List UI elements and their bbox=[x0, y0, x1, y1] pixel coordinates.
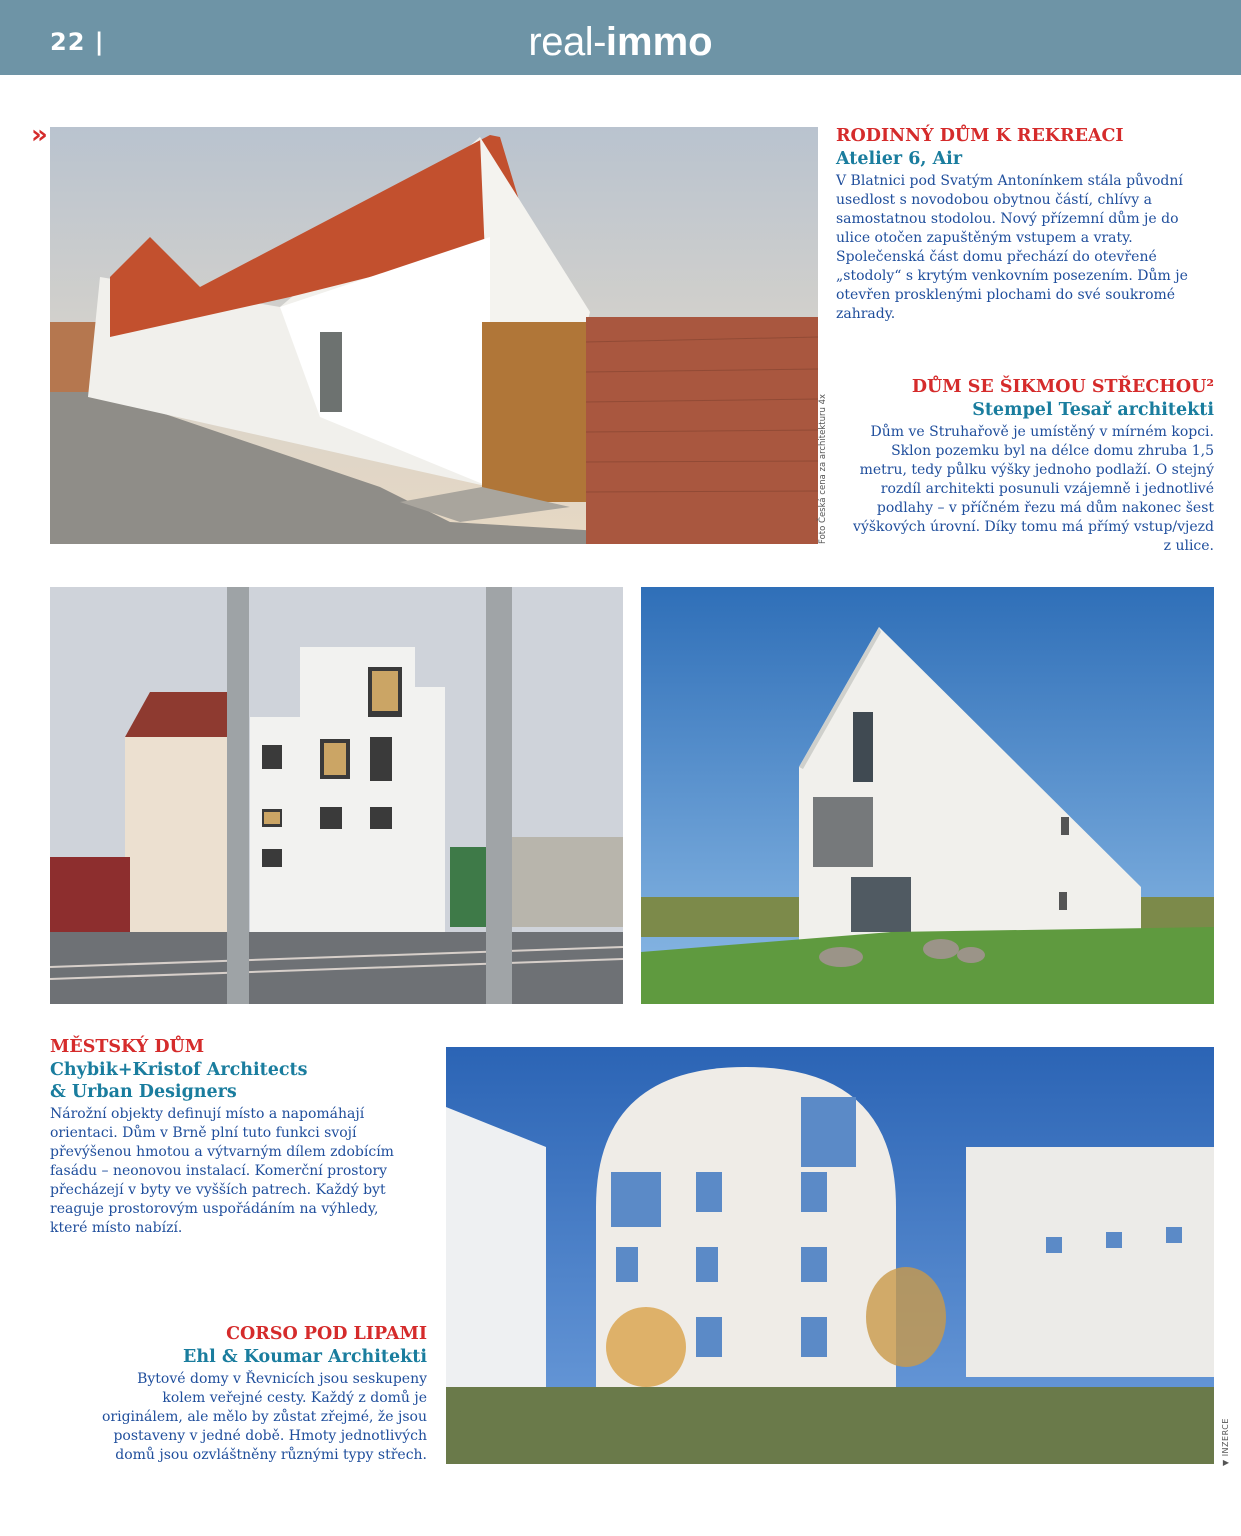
article-text: Dům ve Struhařově je umístěný v mírném kopci. Sklon pozemku byl na délce domu zhruba 1,5 metru, tedy půlku výšky jednoho podlaží. O stejný rozdíl architekti posunuli vzájemně i jednotlivé podlahy – v příčném řezu má dům nakonec šest výškových úrovní. Díky tomu má přímý vstup/vjezd z ulice. bbox=[853, 424, 1214, 554]
article-corso-pod-lipami bbox=[100, 1323, 427, 1465]
photo-family-house bbox=[50, 127, 818, 544]
article-title: MĚSTSKÝ DŮM bbox=[50, 1037, 205, 1057]
section-arrow-icon: » bbox=[31, 120, 48, 150]
article-architect: Ehl & Koumar Architekti bbox=[183, 1347, 427, 1367]
article-family-house bbox=[836, 125, 1208, 324]
article-text: Nárožní objekty definují místo a napomáhají orientaci. Dům v Brně plní tuto funkci svojí převýšenou hmotou a výtvarným dílem zdobícím fasádu – neonovou instalací. Komerční prostory přecházejí v byty ve vyšších patrech. Každý byt reaguje prostorovým uspořádáním na výhledy, které místo nabízí. bbox=[50, 1106, 394, 1236]
photo-credit: Foto Česká cena za architekturu 4x bbox=[818, 393, 828, 544]
photo-corso-pod-lipami bbox=[446, 1047, 1214, 1464]
ad-label: ▼ INZERCE bbox=[1221, 1418, 1230, 1466]
page-header bbox=[0, 0, 1241, 75]
magazine-logo bbox=[0, 20, 1241, 64]
article-title: DŮM SE ŠIKMOU STŘECHOU² bbox=[911, 377, 1214, 397]
article-sloped-roof-house bbox=[850, 376, 1214, 556]
photo-sloped-roof-house bbox=[641, 587, 1214, 1004]
photo-city-house bbox=[50, 587, 623, 1004]
article-architect: Stempel Tesař architekti bbox=[972, 400, 1214, 420]
article-text: Bytové domy v Řevnicích jsou seskupeny kolem veřejné cesty. Každý z domů je originálem, ale mělo by zůstat zřejmé, že jsou postaveny v jedné době. Hmoty jednotlivých domů jsou ozvláštněny různými typy střech. bbox=[101, 1371, 427, 1463]
article-text: V Blatnici pod Svatým Antonínkem stála původní usedlost s novodobou obytnou částí, chlívy a samostatnou stodolou. Nový přízemní dům je do ulice otočen zapuštěným vstupem a vraty. Společenská část domu přechází do otevřené „stodoly“ s krytým venkovním posezením. Dům je otevřen prosklenými plochami do své soukromé zahrady. bbox=[836, 173, 1188, 322]
article-architect: Chybik+Kristof Architects & Urban Designers bbox=[50, 1060, 308, 1102]
article-architect: Atelier 6, Air bbox=[836, 149, 963, 169]
page-number: 22 | bbox=[50, 28, 105, 56]
article-title: RODINNÝ DŮM K REKREACI bbox=[836, 126, 1124, 146]
article-city-house bbox=[50, 1036, 395, 1238]
article-title: CORSO POD LIPAMI bbox=[226, 1324, 427, 1344]
logo-light: real- bbox=[528, 20, 606, 64]
logo-bold: immo bbox=[605, 20, 713, 64]
